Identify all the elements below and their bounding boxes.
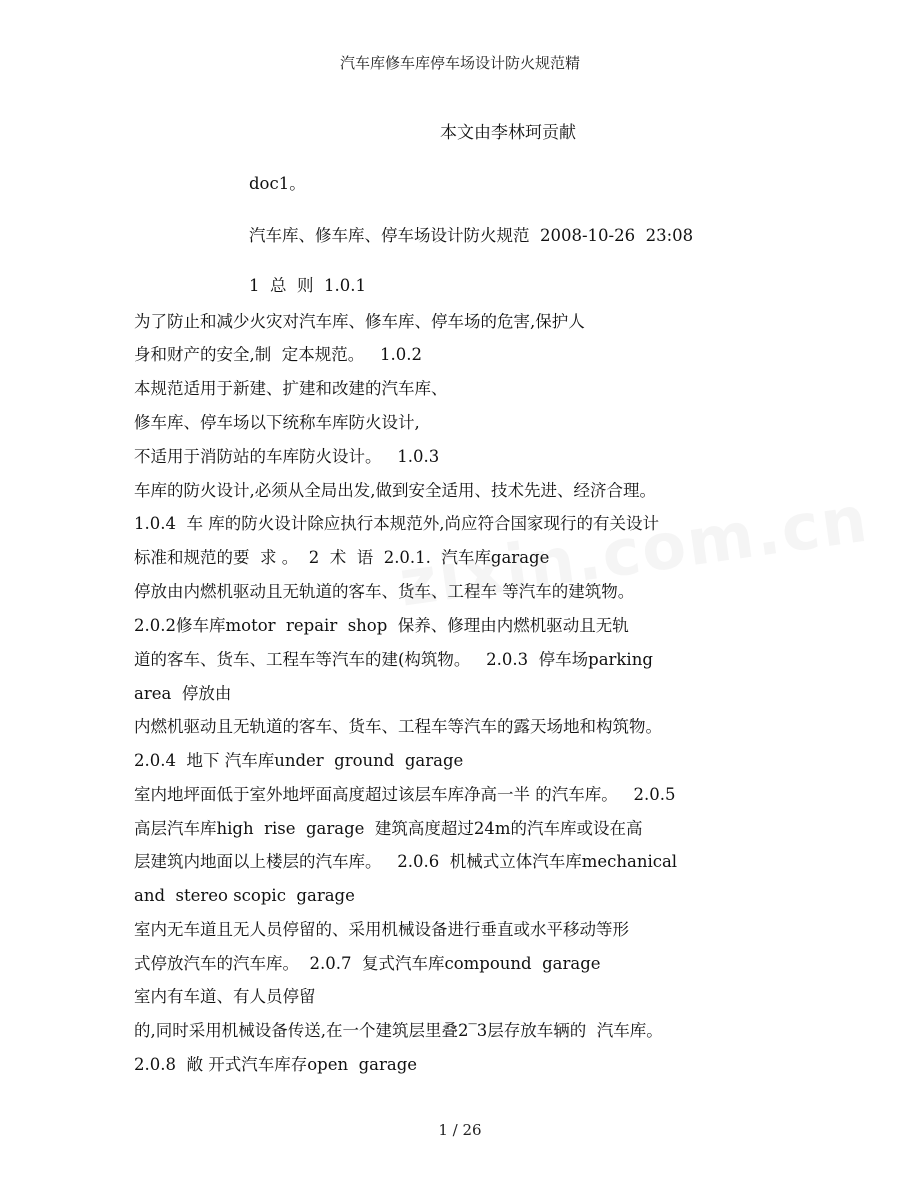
body-line: 高层汽车库high rise garage 建筑高度超过24m的汽车库或设在高	[134, 819, 643, 838]
body-line: 停放由内燃机驱动且无轨道的客车、货车、工程车 等汽车的建筑物。	[134, 582, 635, 601]
body-line: 身和财产的安全,制 定本规范。 1.0.2	[134, 345, 422, 364]
body-line: doc1。	[249, 174, 306, 193]
body-line: 的,同时采用机械设备传送,在一个建筑层里叠2‾3层存放车辆的 汽车库。	[134, 1021, 663, 1040]
body-line: 道的客车、货车、工程车等汽车的建(构筑物。 2.0.3 停车场parking	[134, 650, 653, 669]
body-line: 室内地坪面低于室外地坪面高度超过该层车库净高一半 的汽车库。 2.0.5	[134, 785, 676, 804]
body-line: 汽车库、修车库、停车场设计防火规范 2008-10-26 23:08	[249, 226, 694, 245]
body-line: 修车库、停车场以下统称车库防火设计,	[134, 413, 420, 432]
body-line: 1 总 则 1.0.1	[249, 276, 366, 295]
body-line: 室内有车道、有人员停留	[134, 987, 316, 1006]
body-line: 2.0.2修车库motor repair shop 保养、修理由内燃机驱动且无轨	[134, 616, 629, 635]
body-line: 标准和规范的要 求 。 2 术 语 2.0.1. 汽车库garage	[134, 548, 550, 567]
body-line: 室内无车道且无人员停留的、采用机械设备进行垂直或水平移动等形	[134, 920, 629, 939]
body-line: 不适用于消防站的车库防火设计。 1.0.3	[134, 447, 440, 466]
body-line: area 停放由	[134, 684, 232, 703]
page-header-title: 汽车库修车库停车场设计防火规范精	[339, 54, 580, 72]
body-line: 层建筑内地面以上楼层的汽车库。 2.0.6 机械式立体汽车库mechanical	[134, 852, 678, 871]
body-line: 车库的防火设计,必须从全局出发,做到安全适用、技术先进、经济合理。	[134, 481, 656, 500]
body-line: 2.0.8 敞 开式汽车库存open garage	[134, 1055, 418, 1074]
body-line: 内燃机驱动且无轨道的客车、货车、工程车等汽车的露天场地和构筑物。	[134, 717, 662, 736]
body-line: 1.0.4 车 库的防火设计除应执行本规范外,尚应符合国家现行的有关设计	[134, 514, 659, 533]
body-line: 为了防止和减少火灾对汽车库、修车库、停车场的危害,保护人	[134, 312, 585, 331]
page-number: 1 / 26	[438, 1121, 482, 1139]
author-line: 本文由李林珂贡献	[440, 123, 576, 143]
body-line: 本规范适用于新建、扩建和改建的汽车库、	[134, 379, 448, 398]
body-line: 式停放汽车的汽车库。 2.0.7 复式汽车库compound garage	[134, 954, 601, 973]
body-line: 2.0.4 地下 汽车库under ground garage	[134, 751, 464, 770]
body-line: and stereo scopic garage	[134, 886, 355, 905]
